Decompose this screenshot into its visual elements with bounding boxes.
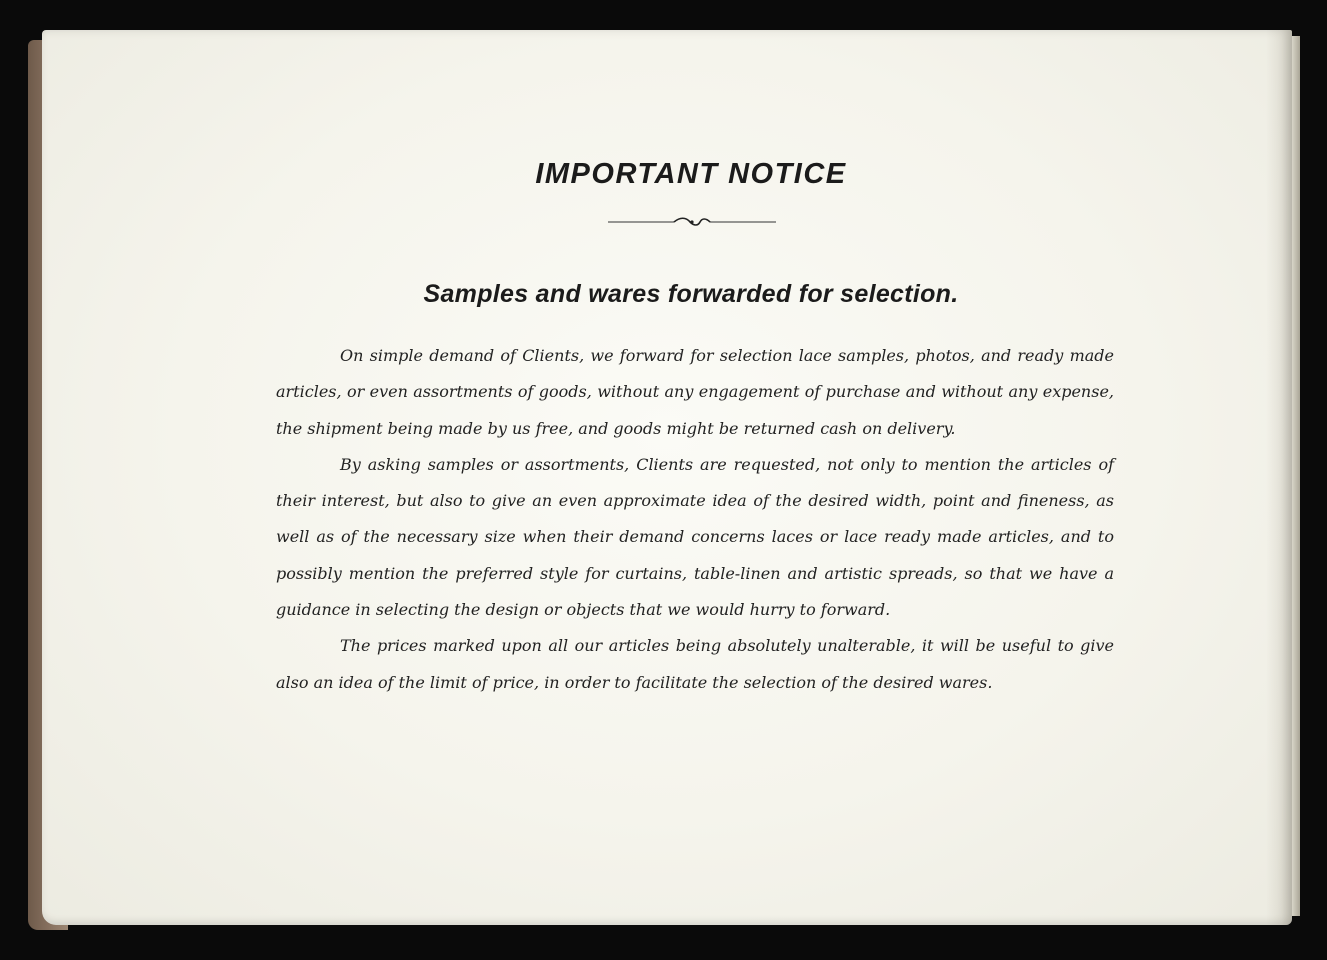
section-heading: Samples and wares forwarded for selection. [423,280,959,308]
page-title: IMPORTANT NOTICE [535,158,847,190]
paragraph-forwarding: On simple demand of Clients, we forward for selection lace samples, photos, and ready made articles, or even assortments of goods, without any engagement of purchase and without any expense, the shipment being made by us free, and goods might be returned cash on delivery. [276,346,1114,438]
paragraph-requests: By asking samples or assortments, Clients are requested, not only to mention the articles of their interest, but also to give an even approximate idea of the desired width, point and fineness, as well as of the necessary size when their demand concerns laces or lace ready made articles, and to possibly mention the preferred style for curtains, table-linen and artistic spreads, so that we have a guidance in selecting the design or objects that we would hurry to forward. [276,454,1114,620]
notice-body [276,338,1114,701]
fleuron-divider-icon [608,214,776,230]
paragraph-prices: The prices marked upon all our articles being absolutely unalterable, it will be useful to give also an idea of the limit of price, in order to facilitate the selection of the desired wares. [276,636,1114,692]
